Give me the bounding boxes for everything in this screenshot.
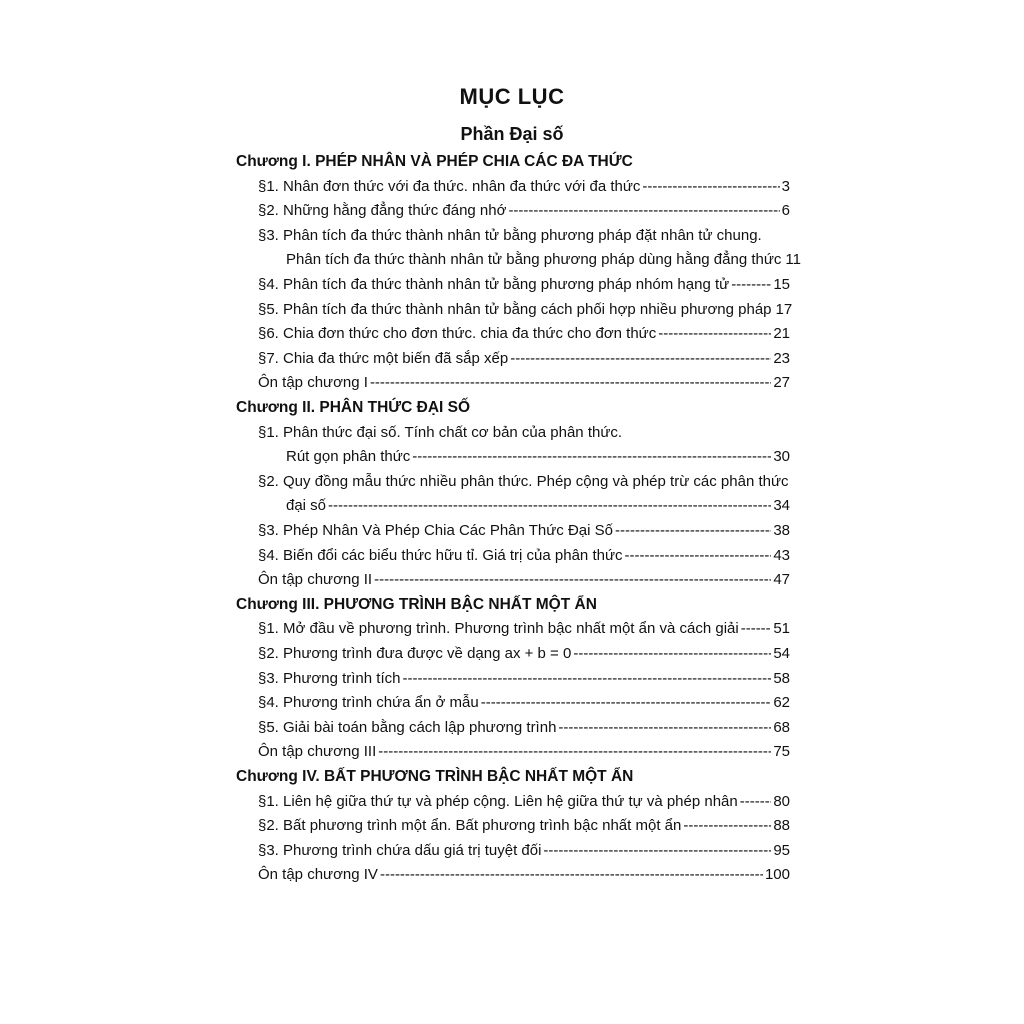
dot-leader: [615, 519, 771, 543]
toc-entry: [258, 371, 790, 395]
page-number: 51: [773, 620, 790, 638]
dot-leader: [374, 568, 771, 592]
dot-leader: [380, 863, 763, 887]
entry-title: §3. Phương trình chứa dấu giá trị tuyệt đối: [258, 841, 542, 859]
dot-leader: [412, 445, 771, 469]
entry-title: §4. Biến đổi các biểu thức hữu tỉ. Giá trị của phân thức: [258, 546, 623, 564]
toc-entry: [258, 863, 790, 887]
entry-title: §1. Liên hệ giữa thứ tự và phép cộng. Liên hệ giữa thứ tự và phép nhân: [258, 792, 738, 810]
toc-entry: [286, 494, 790, 518]
toc-entry: [258, 667, 790, 691]
entry-title: §1. Phân thức đại số. Tính chất cơ bản của phân thức.: [258, 423, 623, 441]
toc-entry: [258, 740, 790, 764]
entry-title: §1. Nhân đơn thức với đa thức. nhân đa thức với đa thức: [258, 177, 641, 195]
dot-leader: [328, 494, 771, 518]
entry-title: §4. Phân tích đa thức thành nhân tử bằng phương pháp nhóm hạng tử: [258, 276, 730, 293]
dot-leader: [510, 347, 771, 371]
page-number: 88: [773, 817, 790, 835]
page-number: 11: [785, 251, 801, 269]
dot-leader: [508, 199, 779, 223]
dot-leader: [658, 322, 771, 346]
page-number: 75: [773, 743, 790, 761]
dot-leader: [741, 617, 772, 641]
toc-entry: [258, 691, 790, 715]
entry-title: §5. Giải bài toán bằng cách lập phương trình: [258, 718, 557, 736]
entry-title: §3. Phân tích đa thức thành nhân tử bằng phương pháp đặt nhân tử chung.: [258, 226, 762, 244]
page-title: MỤC LỤC: [459, 84, 565, 109]
toc-entry: [258, 519, 790, 543]
entry-title: §2. Những hằng đẳng thức đáng nhớ: [258, 202, 507, 220]
entry-title: §2. Bất phương trình một ẩn. Bất phương trình bậc nhất một ẩn: [258, 817, 682, 835]
page-number: 21: [773, 325, 790, 343]
page-number: 6: [781, 202, 790, 220]
entry-title: Ôn tập chương I: [258, 374, 368, 392]
toc-entry: [258, 175, 790, 199]
entry-title: Rút gọn phân thức: [286, 448, 411, 466]
toc-entry: [258, 568, 790, 592]
page-number: 47: [773, 571, 790, 589]
chapter-heading: [236, 765, 633, 789]
entry-title: đại số: [286, 497, 327, 515]
dot-leader: [481, 691, 772, 715]
toc-entry: [258, 470, 789, 494]
toc-entry: [258, 322, 790, 346]
entry-title: Phân tích đa thức thành nhân tử bằng phương pháp dùng hằng đẳng thức: [286, 251, 782, 269]
page-number: 3: [781, 177, 790, 195]
entry-title: §2. Quy đồng mẫu thức nhiều phân thức. Phép cộng và phép trừ các phân thức: [258, 472, 789, 490]
toc-entry: [258, 273, 790, 297]
page-number: 15: [773, 276, 790, 293]
chapter-heading: [236, 150, 633, 174]
page-number: 17: [775, 300, 793, 318]
page-number: 95: [773, 841, 790, 859]
toc-entry: [258, 544, 790, 568]
dot-leader: [543, 839, 771, 863]
toc-entry: [258, 814, 790, 838]
chapter-title: Chương II. PHÂN THỨC ĐẠI SỐ: [236, 399, 471, 416]
page-number: 27: [773, 374, 790, 392]
entry-title: §7. Chia đa thức một biến đã sắp xếp: [258, 349, 509, 367]
dot-leader: [573, 642, 771, 666]
toc-entry: [258, 716, 790, 740]
toc-entry: [258, 790, 790, 814]
page-number: 58: [773, 669, 790, 687]
dot-leader: [402, 667, 771, 691]
toc-entry: [258, 617, 790, 641]
toc-entry: [258, 839, 790, 863]
dot-leader: [731, 273, 771, 297]
chapter-title: Chương III. PHƯƠNG TRÌNH BẬC NHẤT MỘT ẨN: [236, 595, 597, 613]
dot-leader: [625, 544, 772, 568]
toc-entry: [258, 347, 790, 371]
chapter-heading: [236, 593, 597, 617]
chapter-heading: [236, 396, 470, 420]
section-title: Phần Đại số: [460, 124, 564, 144]
page-number: 62: [773, 694, 790, 712]
dot-leader: [642, 175, 779, 199]
page-number: 68: [773, 718, 790, 736]
dot-leader: [740, 790, 772, 814]
entry-title: §4. Phương trình chứa ẩn ở mẫu: [258, 694, 479, 712]
entry-title: §2. Phương trình đưa được về dạng ax + b = 0: [258, 645, 572, 662]
dot-leader: [558, 716, 771, 740]
toc-entry: [286, 248, 801, 272]
chapter-title: Chương IV. BẤT PHƯƠNG TRÌNH BẬC NHẤT MỘT ẨN: [236, 768, 634, 785]
page-number: 30: [773, 448, 790, 466]
toc-entry: [258, 298, 793, 322]
page-number: 34: [773, 497, 790, 515]
page-number: 38: [773, 522, 790, 539]
entry-title: Ôn tập chương IV: [258, 866, 378, 884]
toc-entry: [258, 421, 622, 445]
page-number: 54: [773, 645, 790, 662]
toc-entry: [286, 445, 790, 469]
entry-title: §3. Phép Nhân Và Phép Chia Các Phân Thức Đại Số: [258, 522, 613, 539]
entry-title: Ôn tập chương III: [258, 743, 377, 761]
toc-entry: [258, 642, 790, 666]
page-number: 43: [773, 546, 790, 564]
dot-leader: [370, 371, 771, 395]
entry-title: §6. Chia đơn thức cho đơn thức. chia đa thức cho đơn thức: [258, 325, 657, 343]
dot-leader: [378, 740, 771, 764]
toc-entry: [258, 199, 790, 223]
page-number: 100: [764, 866, 790, 884]
entry-title: §5. Phân tích đa thức thành nhân tử bằng cách phối hợp nhiều phương pháp: [258, 300, 772, 318]
dot-leader: [683, 814, 771, 838]
page-number: 80: [773, 792, 790, 810]
entry-title: §3. Phương trình tích: [258, 669, 401, 687]
chapter-title: Chương I. PHÉP NHÂN VÀ PHÉP CHIA CÁC ĐA THỨC: [236, 153, 633, 170]
toc-entry: [258, 224, 762, 248]
entry-title: Ôn tập chương II: [258, 571, 373, 589]
entry-title: §1. Mở đầu về phương trình. Phương trình bậc nhất một ẩn và cách giải: [258, 620, 739, 638]
page-number: 23: [773, 349, 790, 367]
